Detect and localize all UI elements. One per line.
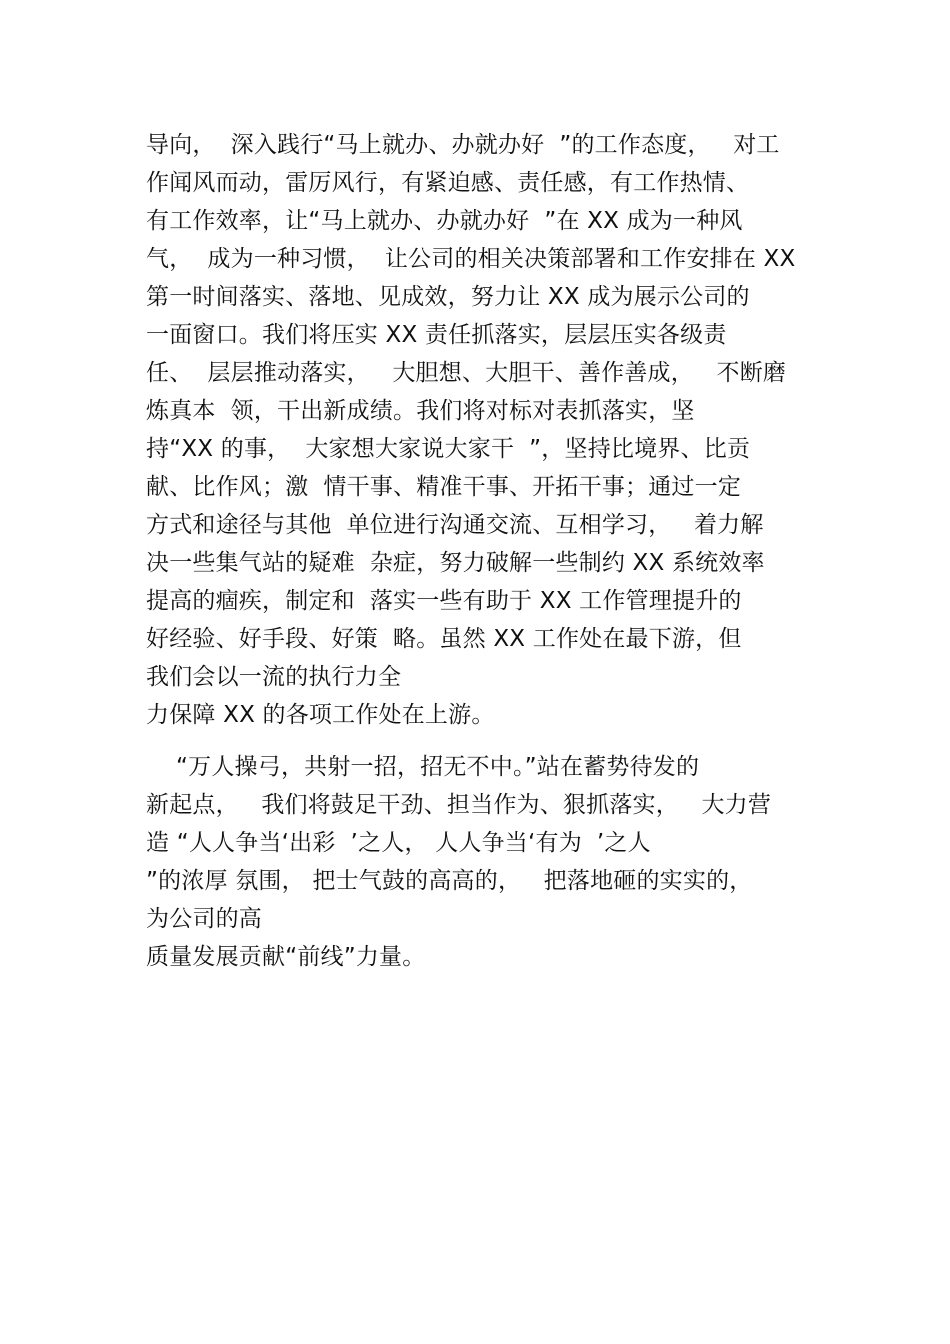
text-line: ”的浓厚 氛围， 把士气鼓的高高的， 把落地砸的实实的， (146, 868, 753, 894)
text-line: 持“XX 的事， 大家想大家说大家干 ”，坚持比境界、比贡 (146, 436, 751, 462)
text-line: 造 “人人争当‘出彩 ’之人， 人人争当‘有为 ’之人 (146, 830, 651, 856)
text-line: 力保障 XX 的各项工作处在上游。 (146, 702, 495, 728)
text-line: 作闻风而动，雷厉风行，有紧迫感、责任感，有工作热情、 (146, 170, 750, 196)
text-line: 质量发展贡献“前线”力量。 (146, 944, 426, 970)
text-line: 炼真本 领，干出新成绩。我们将对标对表抓落实，坚 (146, 398, 695, 424)
document-body (146, 126, 846, 976)
paragraph-1 (146, 126, 846, 734)
text-line: 提高的痼疾，制定和 落实一些有助于 XX 工作管理提升的 (146, 588, 742, 614)
text-line: 方式和途径与其他 单位进行沟通交流、互相学习， 着力解 (146, 512, 764, 538)
text-line: 任、 层层推动落实， 大胆想、大胆干、善作善成， 不断磨 (146, 360, 787, 386)
text-line: 导向， 深入践行“马上就办、办就办好 ”的工作态度， 对工 (146, 132, 780, 158)
text-line: 决一些集气站的疑难 杂症，努力破解一些制约 XX 系统效率 (146, 550, 765, 576)
text-line: 有工作效率，让“马上就办、办就办好 ”在 XX 成为一种风 (146, 208, 743, 234)
paragraph-spacer (146, 734, 846, 748)
paragraph-2 (146, 748, 846, 976)
text-line: 气， 成为一种习惯， 让公司的相关决策部署和工作安排在 XX (146, 246, 796, 272)
text-line: 为公司的高 (146, 906, 262, 932)
text-line: 新起点， 我们将鼓足干劲、担当作为、狠抓落实， 大力营 (146, 792, 772, 818)
text-line: 献、比作风；激 情干事、精准干事、开拓干事；通过一定 (146, 474, 742, 500)
text-line: 第一时间落实、落地、见成效，努力让 XX 成为展示公司的 (146, 284, 750, 310)
text-line: 好经验、好手段、好策 略。虽然 XX 工作处在最下游，但 (146, 626, 742, 652)
text-line: 我们会以一流的执行力全 (146, 664, 402, 690)
text-line: “万人操弓，共射一招，招无不中。”站在蓄势待发的 (146, 754, 700, 780)
text-line: 一面窗口。我们将压实 XX 责任抓落实，层层压实各级责 (146, 322, 727, 348)
